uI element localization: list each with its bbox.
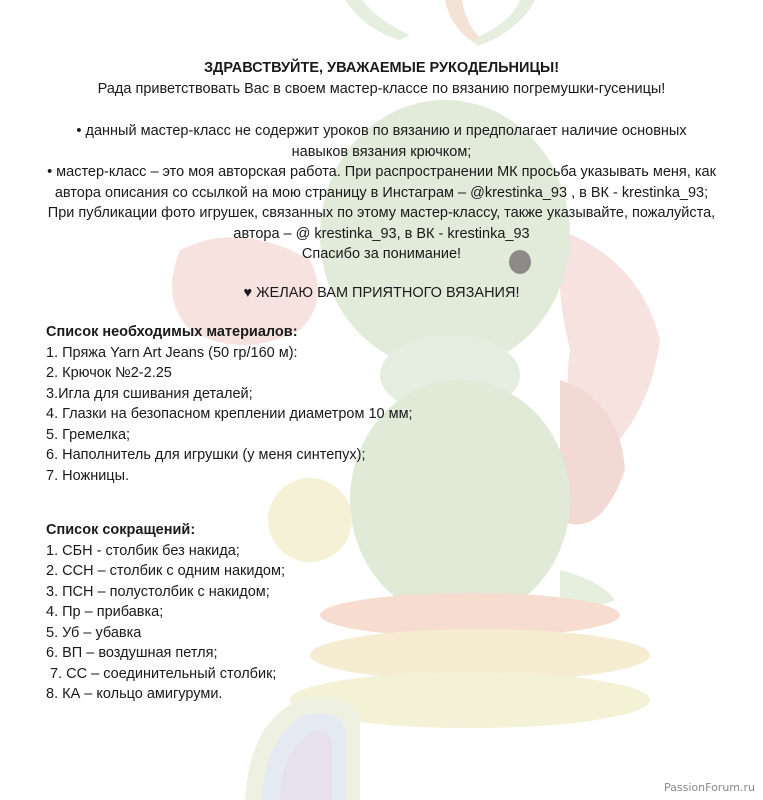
materials-item: 3.Игла для сшивания деталей; [46, 385, 253, 402]
materials-item: 6. Наполнитель для игрушки (у меня синтепух); [46, 447, 366, 463]
note-line: При публикации фото игрушек, связанных по этому мастер-классу, также указывайте, пожалуйста, [47, 205, 716, 221]
materials-item: 4. Глазки на безопасном креплении диаметром 10 мм; [46, 406, 413, 422]
materials-section [46, 322, 413, 486]
abbreviation-item: 4. Пр – прибавка; [46, 604, 164, 620]
note-line: • мастер-класс – это моя авторская работа. При распространении МК просьба указывать меня, как [47, 164, 716, 180]
note-line: автора – @ krestinka_93, в ВК - krestinka_93 [233, 225, 530, 242]
abbreviation-item: 6. ВП – воздушная петля; [46, 645, 218, 661]
abbreviation-item: 8. КА – кольцо амигуруми. [46, 686, 223, 702]
note-line: автора описания со ссылкой на мою страницу в Инстаграм – @krestinka_93 , в ВК - krestinka_93; [54, 184, 709, 201]
note-line: навыков вязания крючком; [291, 143, 472, 160]
abbreviation-item: 7. СС – соединительный столбик; [46, 665, 277, 682]
intro-section [20, 58, 743, 99]
abbreviations-section [46, 520, 285, 705]
wish-line: ♥ ЖЕЛАЮ ВАМ ПРИЯТНОГО ВЯЗАНИЯ! [243, 285, 520, 301]
abbreviations-heading: Список сокращений: [46, 522, 196, 538]
greeting-title: ЗДРАВСТВУЙТЕ, УВАЖАЕМЫЕ РУКОДЕЛЬНИЦЫ! [203, 60, 560, 76]
abbreviation-item: 2. ССН – столбик с одним накидом; [46, 563, 285, 579]
greeting-subtitle: Рада приветствовать Вас в своем мастер-классе по вязанию погремушки-гусеницы! [97, 80, 666, 97]
note-line: • данный мастер-класс не содержит уроков по вязанию и предполагает наличие основных [76, 123, 687, 139]
abbreviation-item: 3. ПСН – полустолбик с накидом; [46, 583, 270, 600]
abbreviation-item: 5. Уб – убавка [46, 624, 142, 641]
notes-section [20, 121, 743, 265]
materials-item: 7. Ножницы. [46, 467, 130, 484]
watermark: PassionForum.ru [664, 781, 755, 794]
materials-item: 5. Гремелка; [46, 426, 131, 443]
materials-heading: Список необходимых материалов: [46, 324, 298, 340]
materials-item: 2. Крючок №2-2.25 [46, 365, 172, 381]
note-line: Спасибо за понимание! [301, 246, 462, 262]
materials-item: 1. Пряжа Yarn Art Jeans (50 гр/160 м): [46, 344, 298, 361]
abbreviation-item: 1. СБН - столбик без накида; [46, 542, 240, 559]
